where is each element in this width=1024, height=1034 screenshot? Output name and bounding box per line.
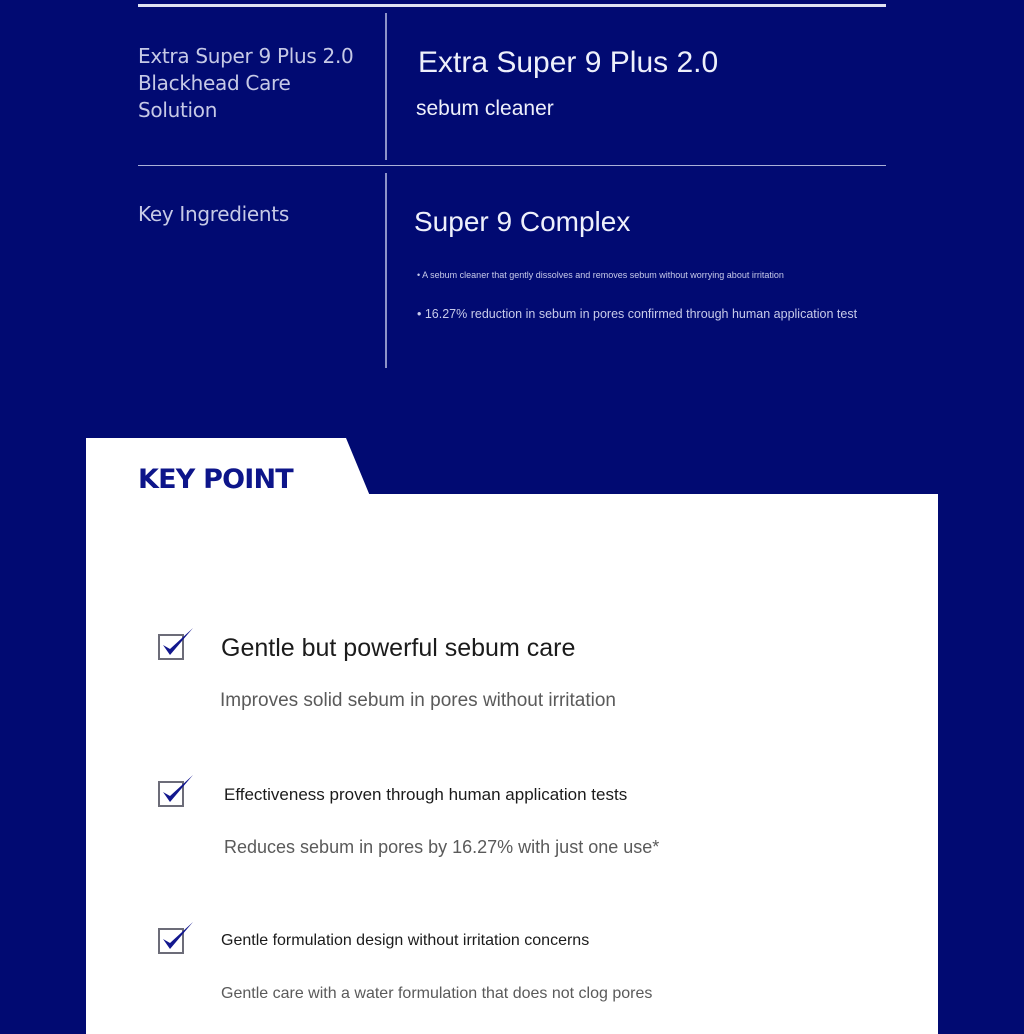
key-point-title: Effectiveness proven through human application tests	[224, 785, 628, 804]
row-label-product	[138, 43, 353, 124]
key-point-title: Gentle formulation design without irritation concerns	[221, 932, 590, 949]
checkbox-checked-icon	[157, 920, 195, 956]
key-point-description: Gentle care with a water formulation that does not clog pores	[221, 985, 653, 1002]
checkbox-checked-icon	[157, 626, 195, 662]
key-point-tab-edge	[330, 438, 370, 496]
key-point-title: Gentle but powerful sebum care	[221, 634, 576, 662]
product-subtitle: sebum cleaner	[416, 97, 554, 120]
label-line: Solution	[138, 98, 218, 122]
divider-middle	[138, 165, 886, 166]
divider-top	[138, 4, 886, 7]
column-divider	[385, 173, 387, 368]
key-point-description: Reduces sebum in pores by 16.27% with just one use*	[224, 837, 660, 857]
key-point-description: Improves solid sebum in pores without irritation	[220, 690, 617, 711]
ingredient-bullet: • 16.27% reduction in sebum in pores confirmed through human application test	[417, 307, 858, 321]
checkbox-checked-icon	[157, 773, 195, 809]
product-title: Extra Super 9 Plus 2.0	[418, 46, 719, 79]
label-line: Blackhead Care	[138, 71, 291, 95]
key-point-card	[86, 494, 938, 1034]
ingredient-title: Super 9 Complex	[414, 206, 631, 237]
label-line: Extra Super 9 Plus 2.0	[138, 44, 354, 68]
column-divider	[385, 13, 387, 160]
ingredient-bullet: • A sebum cleaner that gently dissolves and removes sebum without worrying about irritation	[417, 270, 784, 280]
key-point-heading: KEY POINT	[138, 464, 293, 495]
row-label-ingredients: Key Ingredients	[138, 202, 289, 226]
